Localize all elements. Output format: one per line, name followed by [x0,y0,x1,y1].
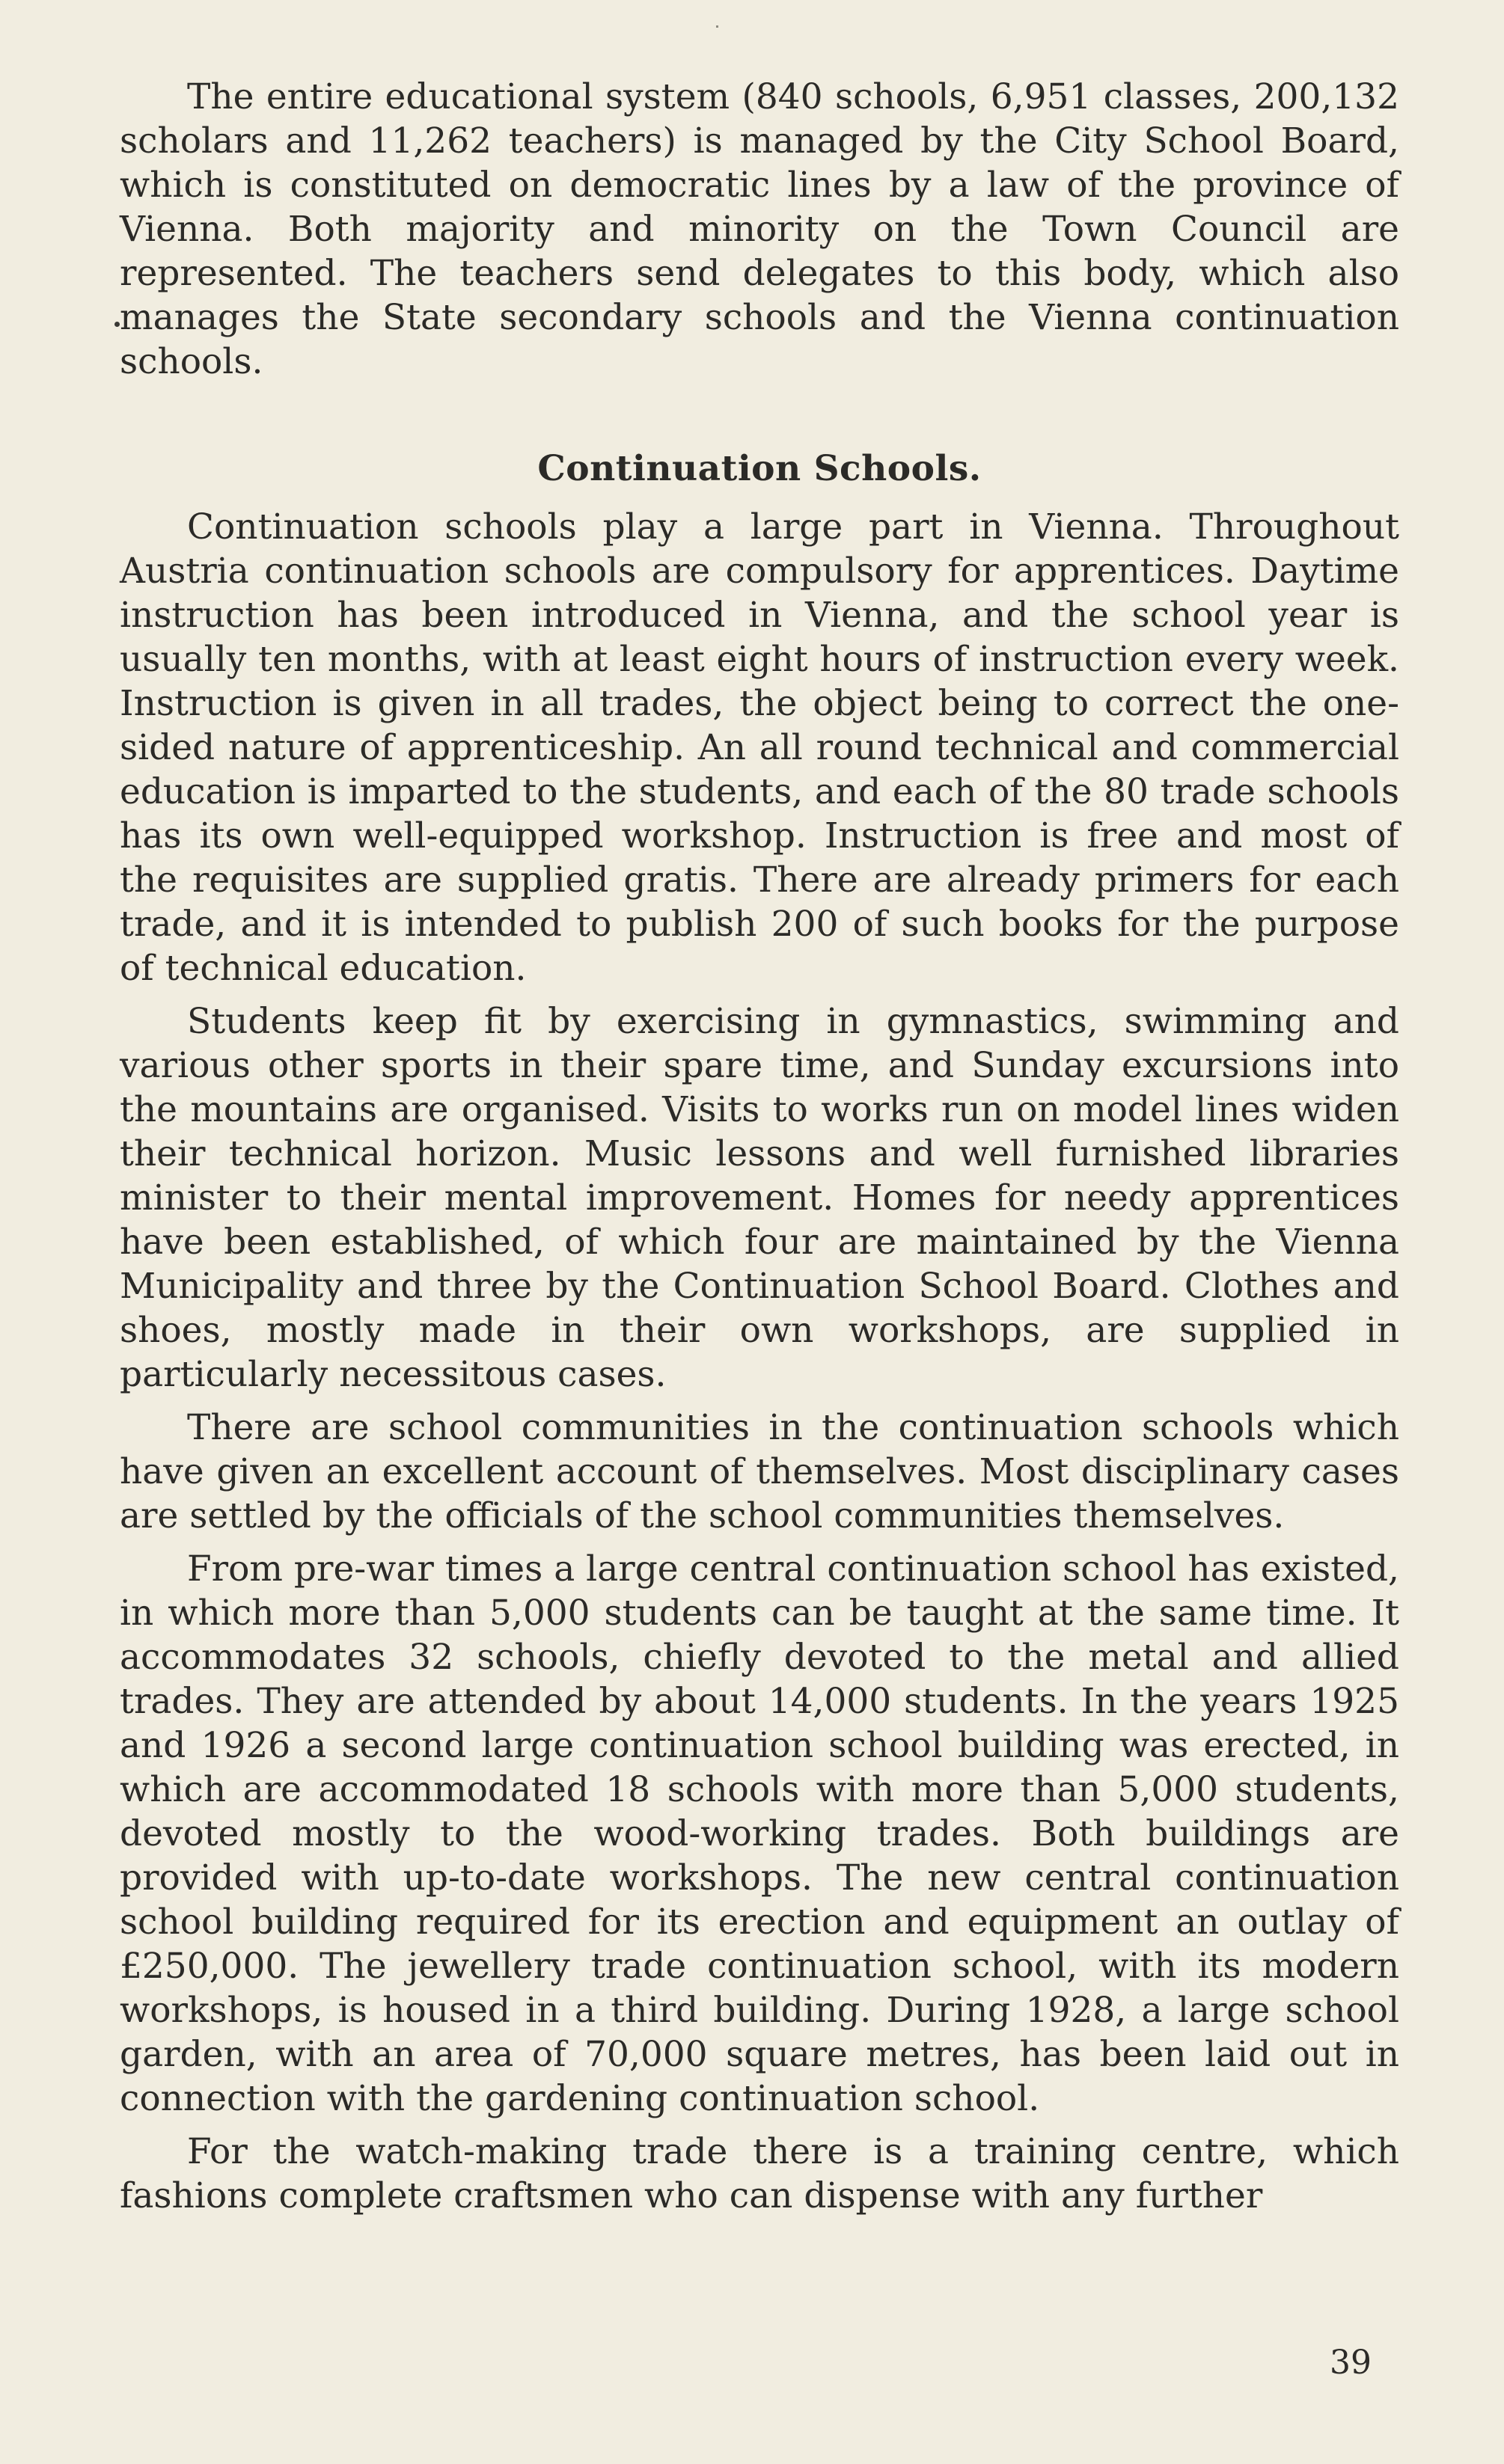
section-heading: Continuation Schools. [537,448,982,489]
paragraph-2: Students keep fit by exercising in gymnastics, swimming and various other sports in their spare time, and Sunday excursions into the mountains are organised. Visits to works run on model lines widen their technical horizon. Music lessons and well furnished libraries minister to their mental improvement. Homes for needy apprentices have been established, of which four are maintained by the Vienna Municipality and three by the Continuation School Board. Clothes and shoes, mostly made in their own workshops, are supplied in particularly necessitous cases. [120,1001,1399,1395]
paragraph-1: Continuation schools play a large part in Vienna. Throughout Austria continuation schools are compulsory for apprentices. Daytime instruction has been introduced in Vienna, and the school year is usually ten months, with at least eight hours of instruction every week. Instruction is given in all trades, the object being to correct the one-sided nature of apprenticeship. An all round technical and commercial education is imparted to the students, and each of the 80 trade schools has its own well-equipped workshop. Instruction is free and most of the requisites are supplied gratis. There are already primers for each trade, and it is intended to publish 200 of such books for the purpose of technical education. [120,506,1399,989]
paragraph-4: From pre-war times a large central continuation school has existed, in which more than 5,000 students can be taught at the same time. It accommodates 32 schools, chiefly devoted to the metal and allied trades. They are attended by about 14,000 students. In the years 1925 and 1926 a second large continuation school building was erected, in which are accommodated 18 schools with more than 5,000 students, devoted mostly to the wood-working trades. Both buildings are provided with up-to-date workshops. The new central continuation school building required for its erection and equipment an outlay of £250,000. The jewellery trade continuation school, with its modern workshops, is housed in a third building. During 1928, a large school garden, with an area of 70,000 square metres, has been laid out in connection with the gardening continuation school. [120,1548,1399,2119]
page-number: 39 [1330,2344,1372,2382]
page-body [120,75,1399,2218]
margin-dot [114,322,120,327]
intro-paragraph: The entire educational system (840 schools, 6,951 classes, 200,132 scholars and 11,262 teachers) is managed by the City School Board, which is constituted on democratic lines by a law of the province of Vienna. Both majority and minority on the Town Council are represented. The teachers send delegates to this body, which also manages the State secondary schools and the Vienna continuation schools. [120,76,1399,382]
paragraph-3: There are school communities in the continuation schools which have given an excellent account of themselves. Most disciplinary cases are settled by the officials of the school communities themselves. [120,1407,1399,1536]
scan-mark [716,25,718,28]
paragraph-5: For the watch-making trade there is a training centre, which fashions complete craftsmen who can dispense with any further [120,2131,1399,2216]
